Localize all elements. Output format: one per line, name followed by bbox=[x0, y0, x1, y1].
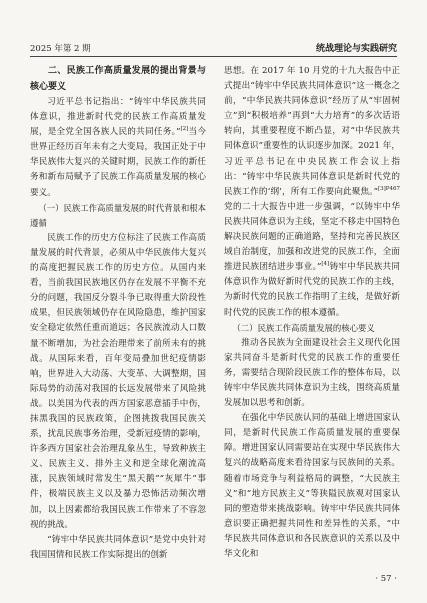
paragraph bbox=[224, 64, 400, 321]
header-rule bbox=[30, 56, 397, 57]
paragraph: 推动各民族为全面建设社会主义现代化国家共同奋斗是新时代党的民族工作的重要任务，需要结合现阶段民族工作的整体布局，以铸牢中华民族共同体意识为主线，围绕高质量发展加以思考和创新。 bbox=[224, 337, 400, 409]
right-column bbox=[224, 64, 400, 562]
citation: [2] bbox=[180, 126, 189, 133]
subsection-heading: （一）民族工作高质量发展的时代背景和根本遵循 bbox=[30, 202, 206, 228]
citation: [3]P467 bbox=[378, 185, 400, 192]
paragraph-text: 当今世界正经历百年未有之大变局，我国正处于中华民族伟大复兴的关键时期，民族工作的新任务和新布局赋予了民族工作高质量发展的核心要义。 bbox=[30, 127, 206, 198]
citation: [4] bbox=[321, 261, 330, 268]
paragraph-text: 习近平总书记指出：“铸牢中华民族共同体意识，推进新时代党的民族工作高质量发展，是全党全国各族人民的共同任务。” bbox=[30, 97, 206, 138]
paragraph: 民族工作的历史方位标注了民族工作高质量发展的时代背景，必须从中华民族伟大复兴的高度把握民族工作的历史方位。从国内来看，当前我国民族地区仍存在发展不平衡不充分的问题，我国反分裂斗争已取得重大阶段性成果，但民族领域仍存在风险隐患，维护国家安全稳定依然任重而道远；各民族流动人口数量不断增加，为社会治理带来了前所未有的挑战。从国际来看，百年变局叠加世纪疫情影响，世界进入大动荡、大变革、大调整期，国际局势的动荡对我国的长远发展带来了风险挑战。以美国为代表的西方国家恶意插手中伤，抹黑我国的民族政策，企图挑拨我国民族关系，扰乱民族事务治理，受新冠疫情的影响，许多西方国家社会治理乱象丛生，导致种族主义、民族主义、排外主义和逆全球化潮流高涨，民族领域时常发生“黑天鹅”“灰犀牛”事件，极端民族主义以及暴力恐怖活动频次增加，以上因素都给我国民族工作带来了不容忽视的挑战。 bbox=[30, 232, 206, 530]
journal-title: 统战理论与实践研究 bbox=[315, 44, 397, 54]
section-heading: 二、民族工作高质量发展的提出背景与核心要义 bbox=[30, 66, 206, 92]
page-number: · 57 · bbox=[375, 574, 397, 584]
page-header bbox=[30, 36, 397, 54]
paragraph bbox=[30, 95, 206, 201]
subsection-heading: （二）民族工作高质量发展的核心要义 bbox=[232, 322, 375, 333]
paragraph-text: 党的二十大报告中进一步强调，“以铸牢中华民族共同体意识为主线，坚定不移走中国特色解决民族问题的正确道路，坚持和完善民族区域自治制度，加强和改进党的民族工作，全面推进民族团结进步事业。” bbox=[224, 201, 400, 273]
paragraph-text: 思想。在 2017 年 10 月党的十九大报告中正式提出“铸牢中华民族共同体意识”这一概念之前，“中华民族共同体意识”经历了从“牢固树立”到“积极培养”再到“大力培育”的多次话语转向，其重要程度不断凸显，对“中华民族共同体意识”重要性的认识逐步加深。2021 年，习近平总书记在中央民族工作会议上指出：“铸牢中华民族共同体意识是新时代党的民族工作的‘纲’，所有工作要向此聚焦。” bbox=[224, 66, 400, 197]
left-column bbox=[30, 64, 206, 563]
issue-label: 2025 年第 2 期 bbox=[30, 44, 91, 54]
paragraph: 在强化中华民族认同的基础上增进国家认同，是新时代民族工作高质量发展的重要保障。增进国家认同需要站在实现中华民族伟大复兴的战略高度来看待国家与民族间的关系。随着市场竞争与利益格局的调整，“大民族主义”和“地方民族主义”等狭隘民族观对国家认同的塑造带来挑战影响。铸牢中华民族共同体意识要正确把握共同性和差异性的关系，“中华民族共同体意识和各民族意识的关系以及中华文化和 bbox=[224, 413, 400, 559]
paragraph-text: 铸牢中华民族共同体意识作为做好新时代党的民族工作的主线，为新时代党的民族工作指明了主线，是做好新时代党的民族工作的根本遵循。 bbox=[224, 262, 400, 318]
paragraph: “铸牢中华民族共同体意识”是党中央针对我国国情和民族工作实际提出的创新 bbox=[30, 534, 206, 560]
